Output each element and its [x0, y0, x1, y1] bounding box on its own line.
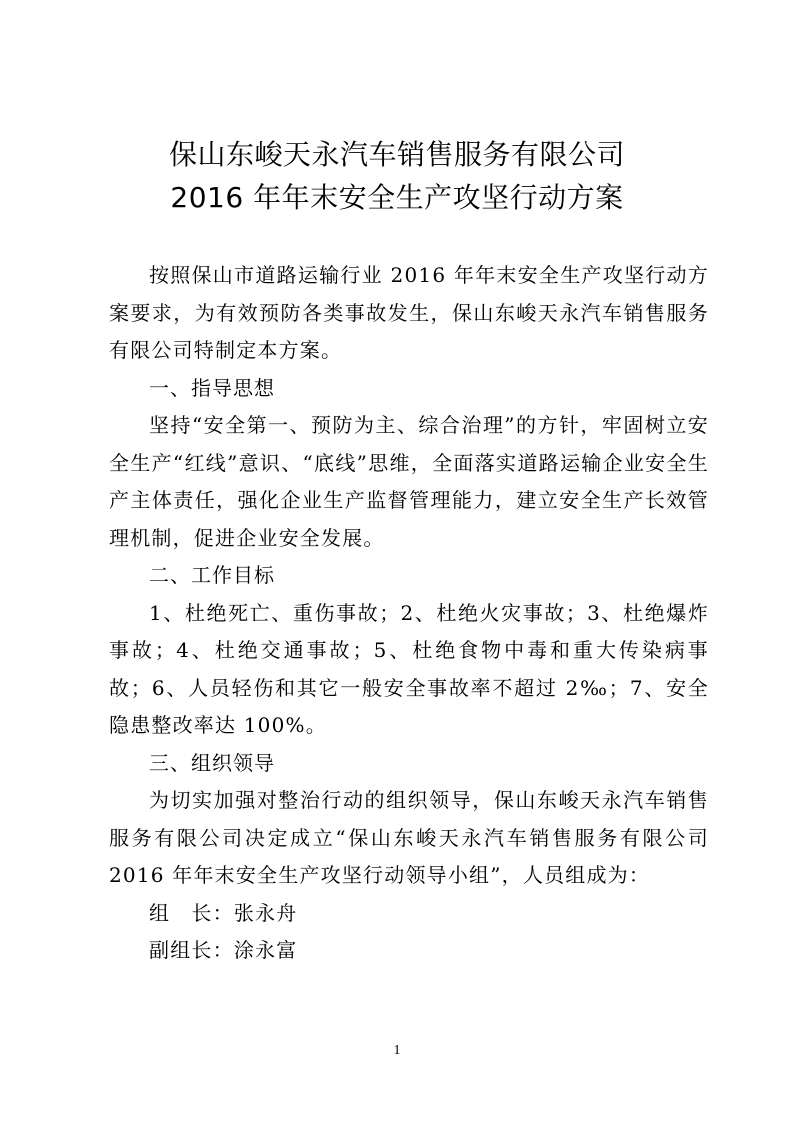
member-name: 张永舟	[233, 900, 298, 925]
section-body-work-goals: 1、杜绝死亡、重伤事故；2、杜绝火灾事故；3、杜绝爆炸事故；4、杜绝交通事故；5、杜绝食物中毒和重大传染病事故；6、人员轻伤和其它一般安全事故率不超过 2‰；7、安全隐患整改率达 100%。	[109, 600, 709, 737]
section-heading-guiding-ideology: 一、指导思想	[149, 375, 275, 400]
section-heading-organization: 三、组织领导	[149, 750, 275, 775]
document-title-line-2: 2016 年年末安全生产攻坚行动方案	[170, 181, 624, 214]
member-leader	[109, 895, 709, 933]
member-role: 组 长：	[149, 900, 234, 925]
section-heading-work-goals: 二、工作目标	[149, 563, 275, 587]
document-title-line-1: 保山东峻天永汽车销售服务有限公司	[168, 138, 625, 171]
member-role: 副组长：	[149, 938, 234, 962]
document-body	[109, 257, 709, 970]
member-deputy-leader	[109, 932, 709, 970]
section-body-organization: 为切实加强对整治行动的组织领导，保山东峻天永汽车销售服务有限公司决定成立“保山东峻天永汽车销售服务有限公司 2016 年年末安全生产攻坚行动领导小组”，人员组成为：	[109, 788, 709, 887]
section-body-guiding-ideology: 坚持“安全第一、预防为主、综合治理”的方针，牢固树立安全生产“红线”意识、“底线”思维，全面落实道路运输企业安全生产主体责任，强化企业生产监督管理能力，建立安全生产长效管理机制，促进企业安全发展。	[109, 413, 709, 550]
intro-paragraph: 按照保山市道路运输行业 2016 年年末安全生产攻坚行动方案要求，为有效预防各类事故发生，保山东峻天永汽车销售服务有限公司特制定本方案。	[109, 263, 709, 362]
page-number: 1	[393, 1043, 401, 1058]
member-name: 涂永富	[233, 938, 298, 962]
